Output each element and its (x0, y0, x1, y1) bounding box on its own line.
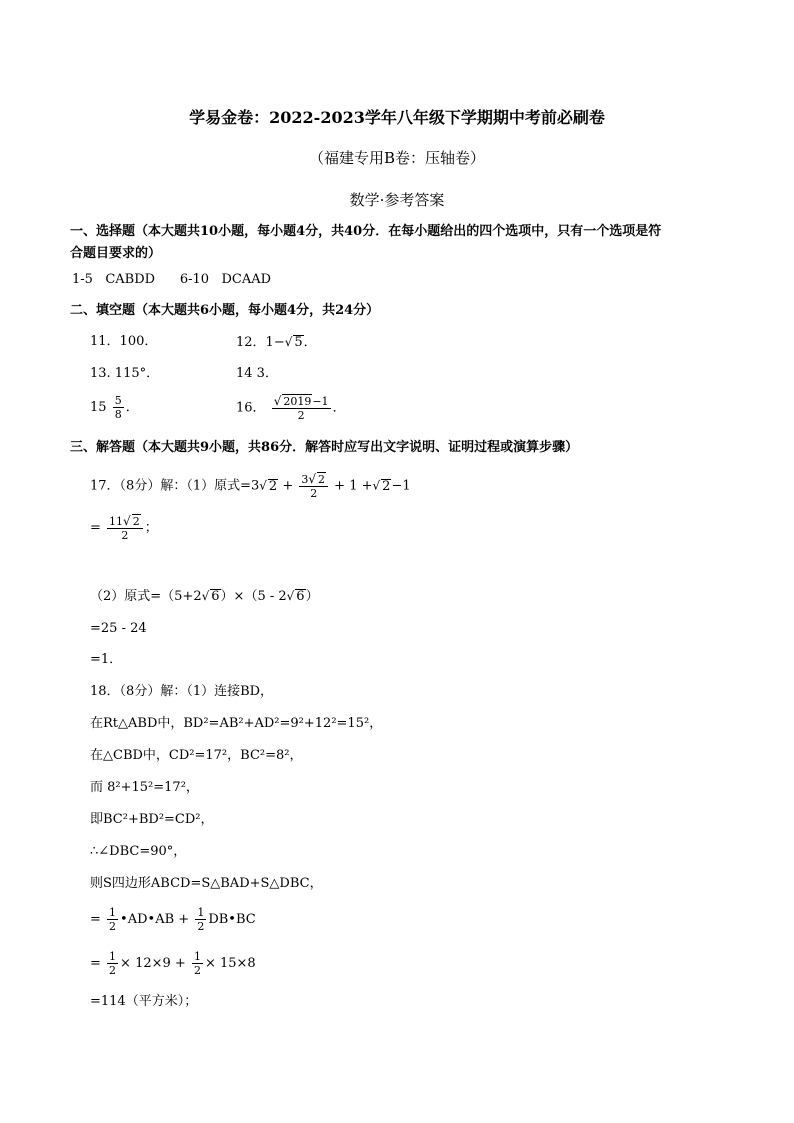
section-3-heading: 三、解答题（本大题共9小题，共86分．解答时应写出文字说明、证明过程或演算步骤） (70, 440, 579, 455)
q17-part1-result: = $\frac{11√ 2}{2}$ ； (90, 514, 158, 542)
q17-part2-step: =25 - 24 (90, 621, 147, 636)
fraction: $\frac{11√ 2}{2}$ (107, 514, 143, 542)
q18-line-3: 在△CBD中，CD²=17²，BC²=8²， (90, 748, 303, 763)
answer-12: 12．1−√ 5． (236, 335, 317, 350)
q17-part1-line: 17．（8分）解：（1）原式=3√ 2 + $\frac{3√ 2}{2}$ + 1 +√ 2−1 (90, 472, 411, 500)
q18-line-5: 即BC²+BD²=CD²， (90, 812, 214, 827)
answer-14: 14 3． (236, 366, 278, 381)
answer-16: 16． $\frac{√ 2019-1}{2}$ ． (236, 394, 346, 422)
fraction: $\frac{1}{2}$ (109, 950, 117, 977)
q18-line-8: = $\frac{1}{2}$ •AD•AB + $\frac{1}{2}$ DB•BC (90, 906, 256, 933)
q17-part2-result: =1． (90, 652, 123, 667)
answer-11: 11．100． (90, 334, 158, 349)
section-2-heading: 二、填空题（本大题共6小题，每小题4分，共24分） (70, 303, 380, 318)
fraction: $\frac{5}{8}$ (114, 394, 122, 421)
q18-line-1: 18．（8分）解：（1）连接BD， (90, 684, 274, 699)
section-1-heading-line-2: 合题目要求的） (70, 246, 162, 261)
fraction: $\frac{3√ 2}{2}$ (299, 472, 328, 500)
page-title: 学易金卷：2022-2023学年八年级下学期期中考前必刷卷 (189, 108, 605, 127)
q18-line-4: 而 8²+15²=17²， (90, 780, 199, 795)
document-heading: 数学·参考答案 (349, 191, 445, 209)
q18-line-6: ∴∠DBC=90°， (90, 844, 187, 859)
fraction: $\frac{1}{2}$ (109, 906, 117, 933)
answer-15: 15 $\frac{5}{8}$ ． (90, 394, 139, 421)
fraction: $\frac{√ 2019-1}{2}$ (273, 394, 329, 422)
q17-part2-line: （2）原式=（5+2√ 6）×（5 - 2√ 6） (90, 589, 319, 604)
page-subtitle: （福建专用B卷：压轴卷） (308, 149, 486, 167)
q18-line-2: 在Rt△ABD中，BD²=AB²+AD²=9²+12²=15²， (90, 716, 383, 731)
answer-13: 13. 115°． (90, 366, 160, 381)
q18-line-9: = $\frac{1}{2}$ × 12×9 + $\frac{1}{2}$ × 15×8 (90, 950, 256, 977)
fraction: $\frac{1}{2}$ (193, 950, 201, 977)
fraction: $\frac{1}{2}$ (197, 906, 205, 933)
q18-line-7: 则S四边形ABCD=S△BAD+S△DBC， (90, 876, 323, 891)
section-1-heading-line-1: 一、选择题（本大题共10小题，每小题4分，共40分．在每小题给出的四个选项中，只有一个选项是符 (70, 224, 662, 239)
section-1-answers: 1-5 CABDD 6-10 DCAAD (72, 272, 272, 287)
q18-line-10: =114（平方米）； (90, 994, 198, 1009)
